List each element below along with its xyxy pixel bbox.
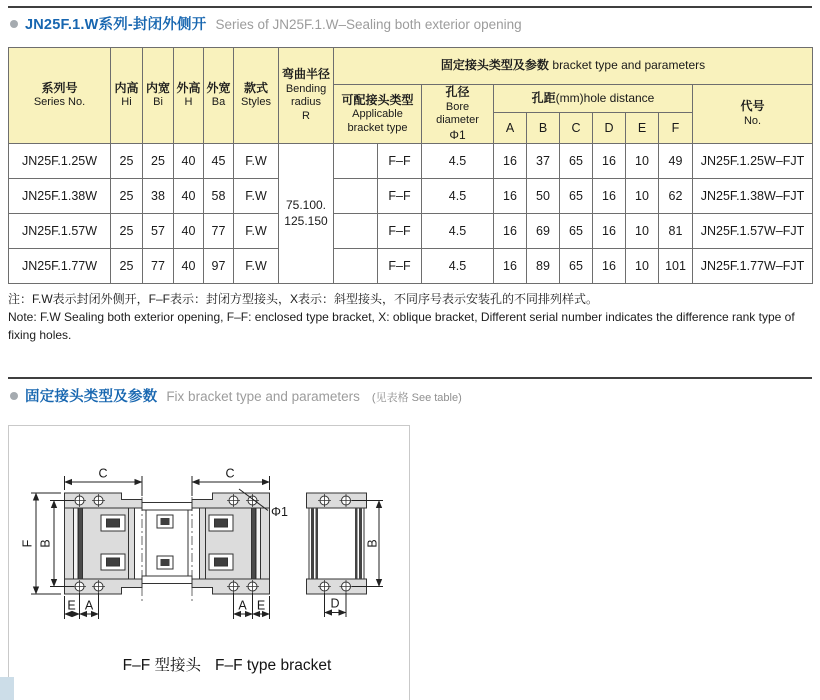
end-view (307, 493, 367, 594)
drawing-caption (123, 656, 332, 674)
bending-radius-value: 75.100. 125.150 (279, 144, 334, 284)
cell-d: 16 (593, 144, 626, 179)
cell-h: 40 (174, 144, 204, 179)
dim-a-right-label: A (238, 598, 247, 613)
cell-series: JN25F.1.25W (9, 144, 111, 179)
cell-applicable: F–F (378, 144, 422, 179)
bracket-drawing-panel (8, 425, 410, 700)
cell-bi: 25 (143, 144, 174, 179)
table-row (9, 144, 813, 179)
section1-title-en: Series of JN25F.1.W–Sealing both exterior opening (215, 17, 522, 32)
dim-c-left-label: C (98, 466, 108, 481)
bullet-icon (10, 20, 18, 28)
cell-series: JN25F.1.57W (9, 214, 111, 249)
dim-d-label: D (330, 596, 340, 611)
cell-f: 49 (659, 144, 693, 179)
section2-title-en: Fix bracket type and parameters (166, 389, 360, 404)
spec-table (8, 47, 813, 284)
col-header-bi: 内宽 Bi (143, 48, 174, 144)
scan-artifact (0, 677, 14, 700)
col-header-bore: 孔径 Bore diameter Φ1 (422, 85, 494, 144)
caption-en: F–F type bracket (215, 657, 332, 674)
cell-b: 37 (527, 144, 560, 179)
group-header-bracket: 固定接头类型及参数 bracket type and parameters (334, 48, 813, 85)
cell-applicable-blank (334, 249, 378, 284)
col-header-a: A (494, 113, 527, 144)
col-header-f: F (659, 113, 693, 144)
note-zh: 注：F.W表示封闭外侧开，F–F表示：封闭方型接头，X表示：斜型接头，不同序号表示安装孔的不同排列样式。 (8, 292, 599, 306)
notes (8, 290, 812, 344)
dim-e-right-label: E (256, 598, 266, 613)
col-header-hi: 内高 Hi (111, 48, 143, 144)
col-header-applicable: 可配接头类型 Applicable bracket type (334, 85, 422, 144)
top-rule (8, 6, 812, 8)
section-divider (8, 377, 812, 379)
cell-series: JN25F.1.38W (9, 179, 111, 214)
caption-zh: F–F 型接头 (122, 657, 201, 674)
cell-applicable-blank (334, 179, 378, 214)
cell-code: JN25F.1.25W–FJT (693, 144, 813, 179)
bracket-technical-drawing (9, 426, 409, 700)
section1-title-zh: JN25F.1.W系列-封闭外侧开 (25, 17, 207, 33)
table-row: JN25F.1.38W 25 38 40 58 F.W F–F 4.5 16 50 65 16 10 62 JN25F.1.38W–FJT (9, 179, 813, 214)
cell-series: JN25F.1.77W (9, 249, 111, 284)
col-header-bending-radius: 弯曲半径 Bending radius R (279, 48, 334, 144)
cell-style: F.W (234, 144, 279, 179)
dim-c-right-label: C (225, 466, 235, 481)
right-bracket-view (192, 493, 270, 594)
note-en: Note: F.W Sealing both exterior opening, F–F: enclosed type bracket, X: oblique bracket, Different serial number indicates the difference rank type of fixing holes. (8, 310, 795, 342)
cell-hi: 25 (111, 144, 143, 179)
table-row: JN25F.1.77W 25 77 40 97 F.W F–F 4.5 16 89 65 16 10 101 JN25F.1.77W–FJT (9, 249, 813, 284)
col-header-e: E (626, 113, 659, 144)
col-header-styles: 款式 Styles (234, 48, 279, 144)
table-row: JN25F.1.57W 25 57 40 77 F.W F–F 4.5 16 69 65 16 10 81 JN25F.1.57W–FJT (9, 214, 813, 249)
dim-b-left-label: B (38, 539, 53, 548)
left-bracket-view (65, 493, 143, 594)
bullet-icon (10, 392, 18, 400)
section2-header (10, 385, 462, 406)
see-table-note: (见表格 See table) (371, 392, 462, 404)
section2-title-zh: 固定接头类型及参数 (25, 389, 158, 405)
dim-a-left-label: A (84, 598, 94, 613)
dim-f-label: F (20, 539, 35, 548)
dim-phi1-label: Φ1 (271, 505, 288, 519)
col-header-no: 代号 No. (693, 85, 813, 144)
cell-ba: 45 (204, 144, 234, 179)
cell-applicable-blank (334, 214, 378, 249)
col-header-d: D (593, 113, 626, 144)
cell-e: 10 (626, 144, 659, 179)
cell-bore: 4.5 (422, 144, 494, 179)
col-header-h: 外高 H (174, 48, 204, 144)
cell-a: 16 (494, 144, 527, 179)
col-header-b: B (527, 113, 560, 144)
cell-applicable-blank (334, 144, 378, 179)
section1-header (10, 13, 522, 34)
col-header-series: 系列号 Series No. (9, 48, 111, 144)
dim-e-left-label: E (67, 598, 76, 613)
col-header-ba: 外宽 Ba (204, 48, 234, 144)
col-header-hole-distance: 孔距(mm)hole distance (494, 85, 693, 113)
cell-c: 65 (560, 144, 593, 179)
dim-b-right-label: B (365, 539, 380, 548)
col-header-c: C (560, 113, 593, 144)
center-link-plates (142, 503, 192, 584)
